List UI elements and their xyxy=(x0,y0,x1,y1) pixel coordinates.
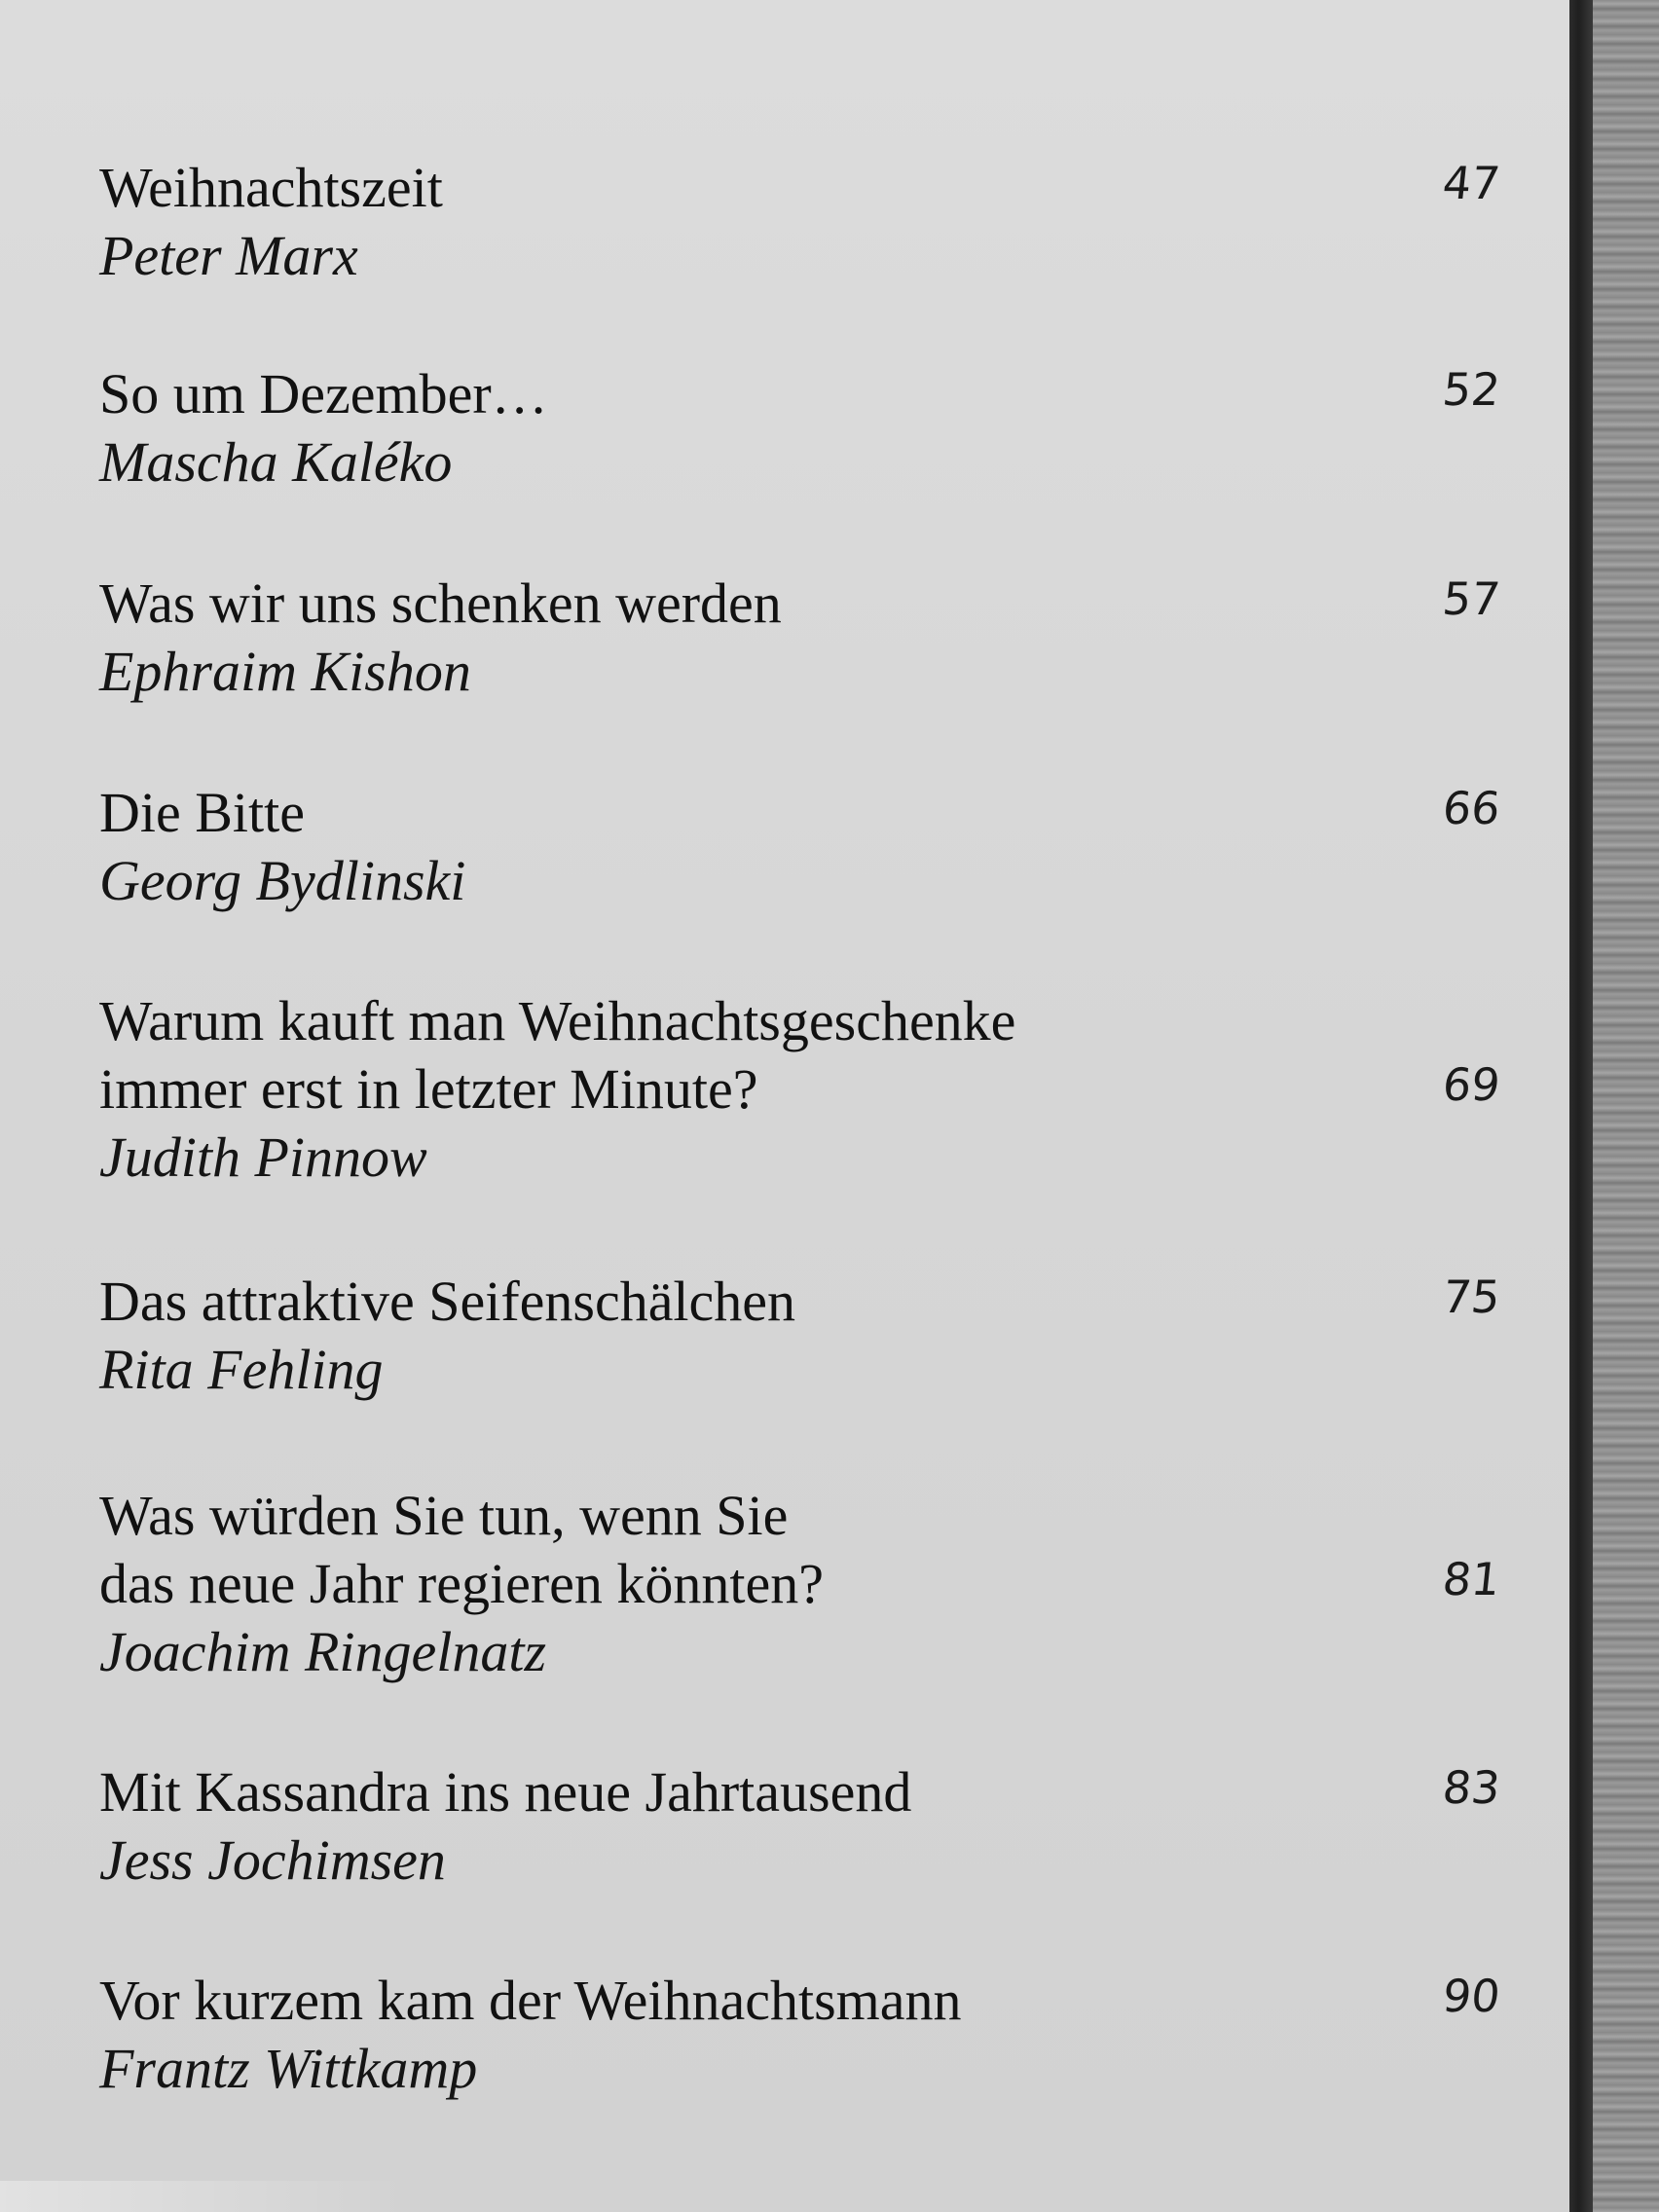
entry-title: Die Bitte xyxy=(99,781,306,844)
entry-page-number: 75 xyxy=(1440,1271,1503,1323)
entry-author: Peter Marx xyxy=(99,224,358,287)
entry-author: Jess Jochimsen xyxy=(99,1828,446,1892)
entry-author: Rita Fehling xyxy=(99,1338,384,1401)
entry-title: Vor kurzem kam der Weihnachtsmann xyxy=(99,1969,962,2032)
toc-entry xyxy=(99,1268,1503,1404)
entry-author: Mascha Kaléko xyxy=(99,430,453,494)
entry-author: Frantz Wittkamp xyxy=(99,2037,478,2100)
toc-entry xyxy=(99,1482,1503,1686)
entry-author: Judith Pinnow xyxy=(99,1125,427,1189)
toc-entry xyxy=(99,1758,1503,1895)
toc-entry xyxy=(99,1967,1503,2103)
entry-title: Das attraktive Seifenschälchen xyxy=(99,1270,796,1333)
entry-title: So um Dezember… xyxy=(99,362,548,425)
entry-author: Ephraim Kishon xyxy=(99,640,471,703)
toc-entry xyxy=(99,360,1503,497)
toc-entry xyxy=(99,154,1503,290)
entry-page-number: 57 xyxy=(1440,572,1503,625)
entry-page-number: 69 xyxy=(1440,1058,1503,1111)
entry-title: Weihnachtszeit xyxy=(99,156,443,219)
entry-page-number: 66 xyxy=(1440,782,1503,834)
entry-title: Was wir uns schenken werden xyxy=(99,571,782,635)
background-surface xyxy=(1593,0,1659,2212)
entry-author: Georg Bydlinski xyxy=(99,849,466,912)
entry-title-continued: immer erst in letzter Minute? xyxy=(99,1057,758,1121)
page-edge-shadow xyxy=(1569,0,1593,2212)
toc-entry xyxy=(99,987,1503,1192)
entry-title: Mit Kassandra ins neue Jahrtausend xyxy=(99,1760,912,1824)
watermark-strip xyxy=(0,2181,409,2212)
entry-page-number: 52 xyxy=(1440,363,1503,416)
entry-page-number: 83 xyxy=(1440,1761,1503,1814)
entry-title-continued: das neue Jahr regieren könnten? xyxy=(99,1552,825,1615)
entry-page-number: 47 xyxy=(1440,157,1503,209)
toc-entry xyxy=(99,779,1503,915)
entry-title: Was würden Sie tun, wenn Sie xyxy=(99,1484,789,1547)
entry-page-number: 81 xyxy=(1440,1553,1503,1605)
toc-entry xyxy=(99,570,1503,706)
entry-author: Joachim Ringelnatz xyxy=(99,1620,547,1683)
entry-title: Warum kauft man Weihnachtsgeschenke xyxy=(99,989,1016,1052)
entry-page-number: 90 xyxy=(1440,1970,1503,2022)
